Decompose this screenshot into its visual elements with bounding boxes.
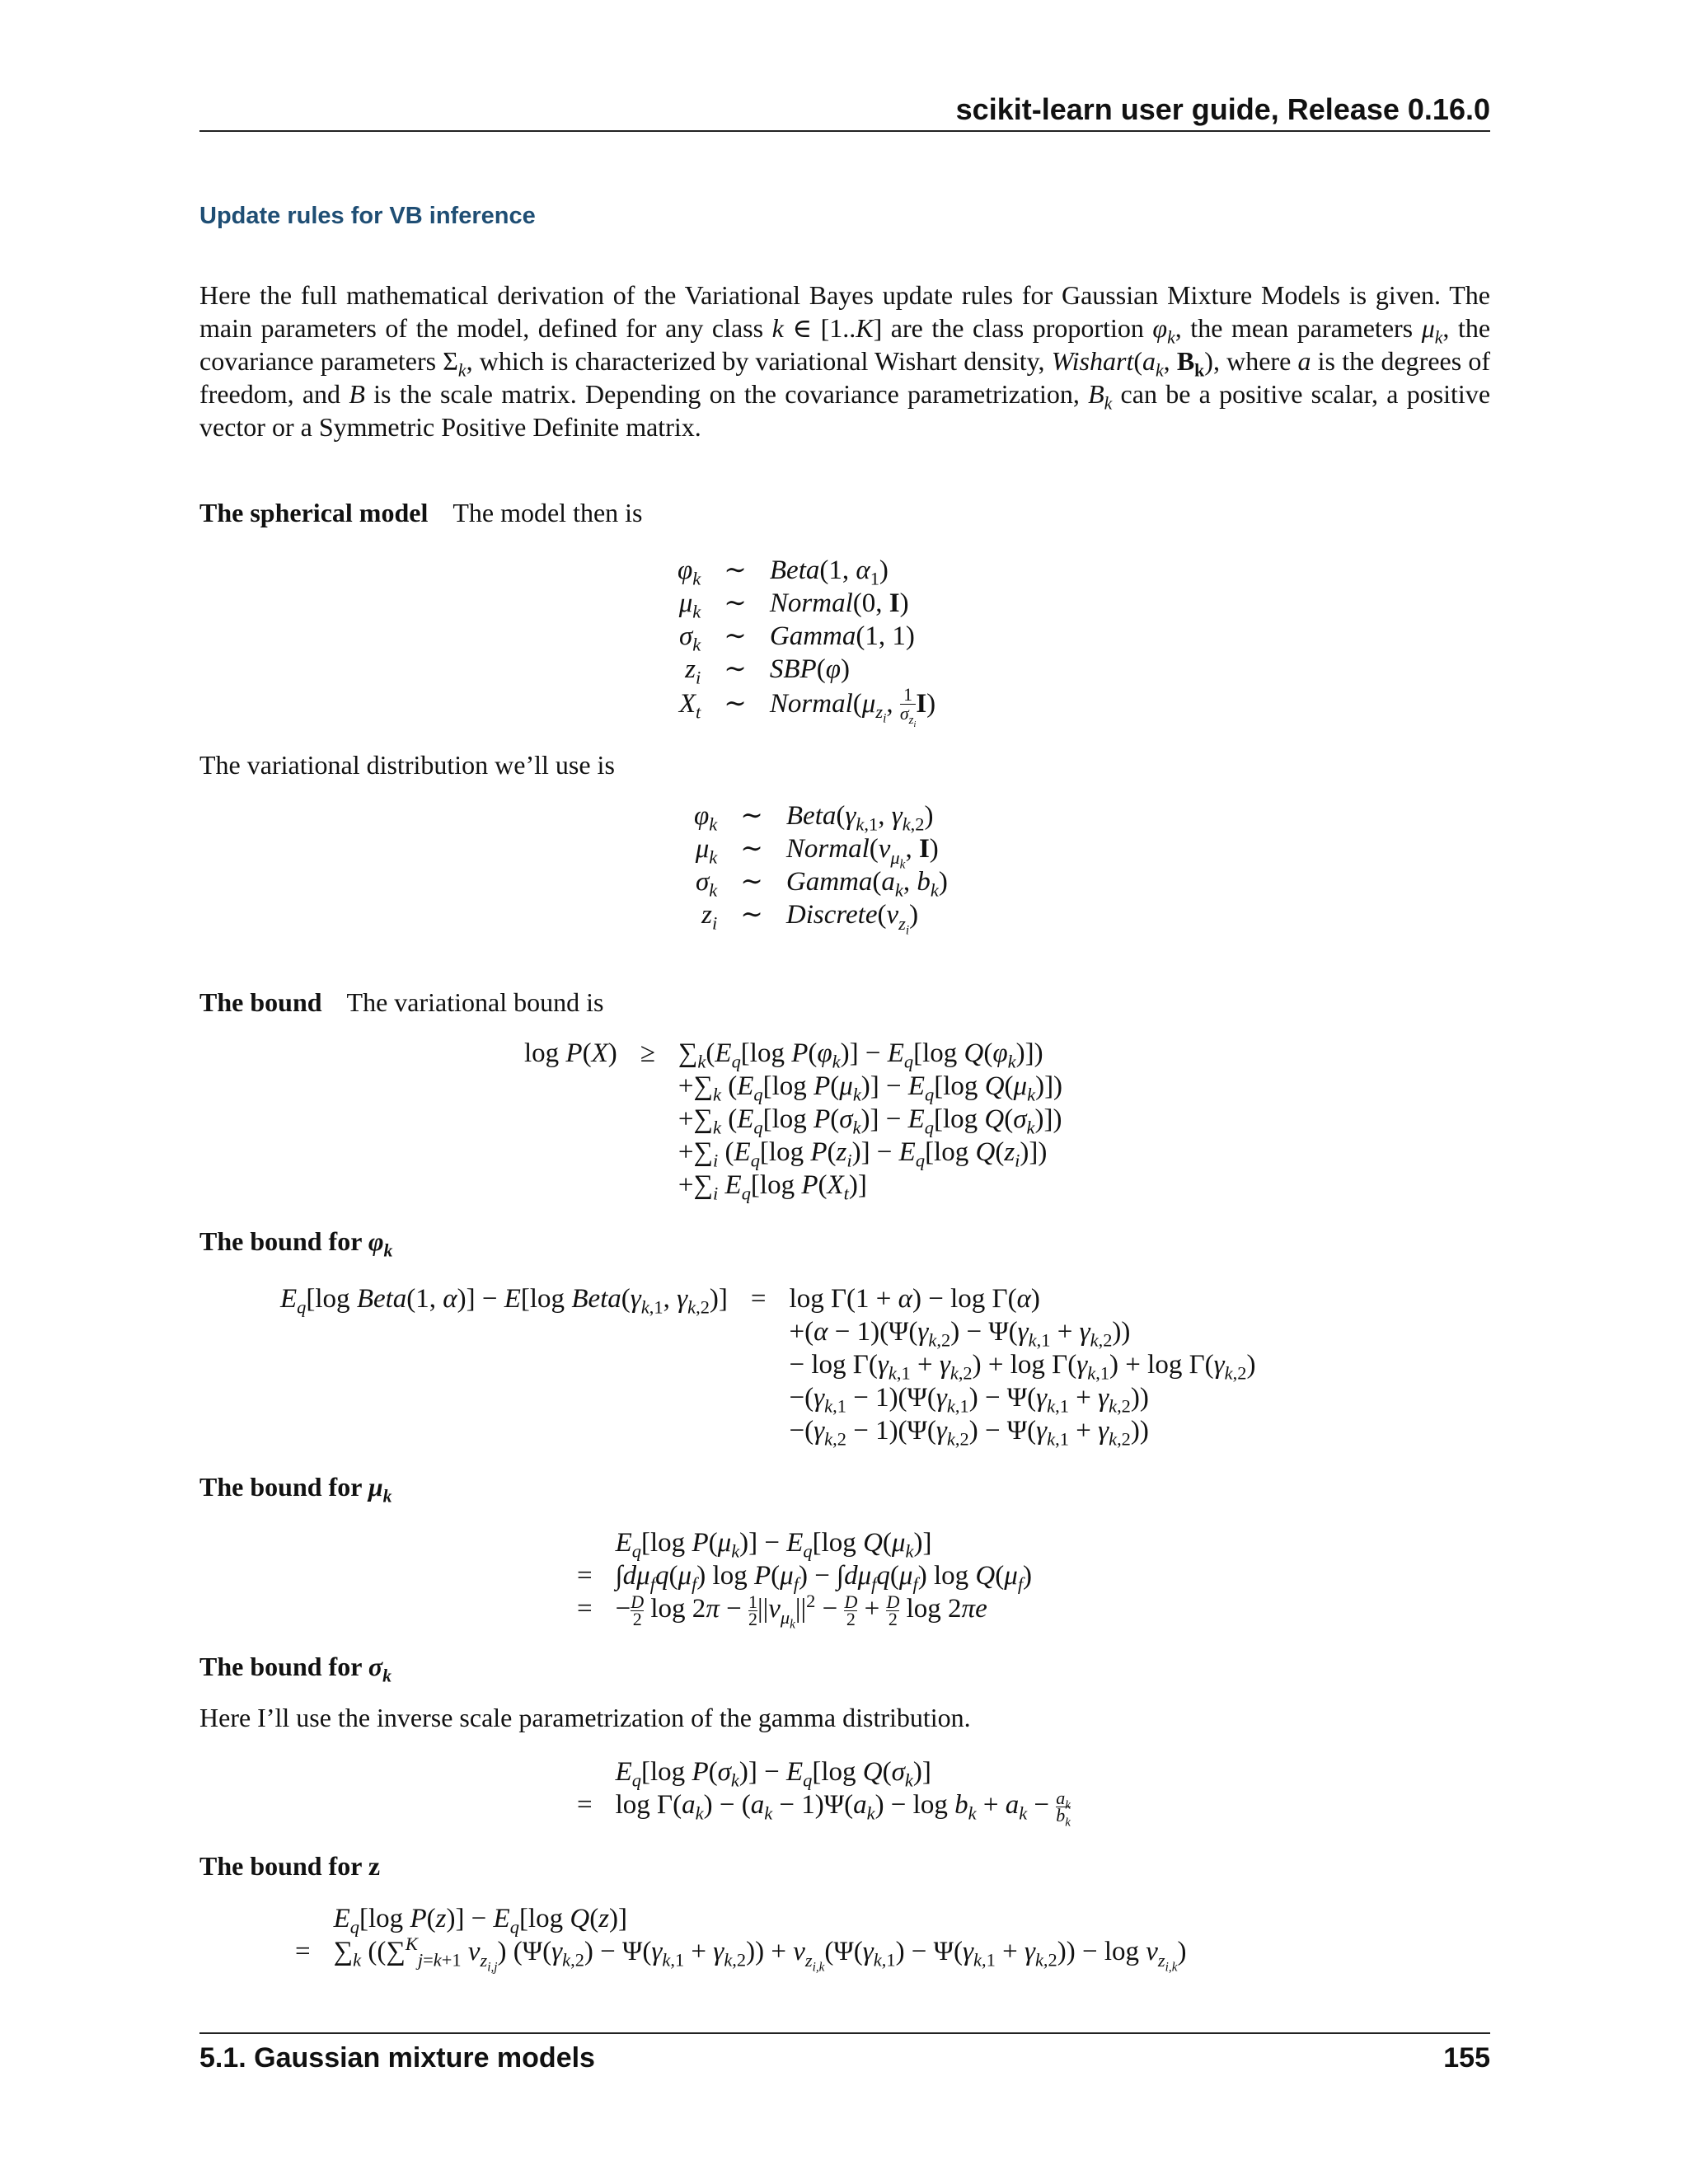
footer-rule	[199, 2032, 1490, 2034]
bound-heading	[199, 986, 603, 1019]
model-row-z: $z_i$ ∼ SBP(φ)	[685, 654, 850, 688]
bound-title: The bound	[199, 987, 322, 1017]
model-row-phi: $\varphi_k$ ∼ Beta(1, $\alpha_1$)	[678, 555, 889, 589]
bound-phi-equations: $E_q[\log$ Beta(1, α)] − E[log $Beta(\gamma_{k,1}$, $\gamma_{k,2}$)] = log Γ(1 + α) − log Γ(α) $+(\alpha - 1)(\Psi(\gamma_{k,2}) - \Psi(\gamma_{k,1} + \gamma_{k,2}))$ − $\log \Gamma(\gamma_{k,1} + \gamma_{k,2}) + \log \Gamma(\gamma_{k,1}) + \log \Gamma(\gamma_{k,2})$ $-(\gamma_{k,1} - 1)(\Psi(\gamma_{k,1}) - \Psi(\gamma_{k,1} + \gamma_{k,2}))$ $-(\gamma_{k,2} - 1)(\Psi(\gamma_{k,2}) - \Psi(\gamma_{k,1} + \gamma_{k,2}))$	[280, 1284, 1256, 1450]
bound-sigma-lead: Here I’ll use the inverse scale parametrization of the gamma distribution.	[199, 1703, 971, 1732]
bound-equations: log P(X) ≥ $\sum_k(E_q[\log$ $P(\varphi_k)] - E_q[\log$ $Q(\varphi_k)$]) $+\sum_k$ ($E_q[\log$ $P(\mu_k)] - E_q[\log$ $Q(\mu_k)$]) $+\sum_k$ ($E_q[\log$ $P(\sigma_k)] - E_q[\log$ $Q(\sigma_k)$]) $+\sum_i$ ($E_q[\log$ $P(z_i)] - E_q[\log$ $Q(z_i)$]) $+\sum_i$ $E_q[\log$ $P(X_t)$]	[524, 1038, 1063, 1204]
bound-sigma-heading: The bound for $\sigma_k$	[199, 1652, 392, 1686]
bound-lead: The variational bound is	[346, 987, 604, 1017]
variational-row-z: $z_i$ ∼ $Discrete(\nu_{z_i})$	[701, 900, 919, 938]
section-title: Update rules for VB inference	[199, 203, 536, 229]
intro-paragraph: Here the full mathematical derivation of the Variational Bayes update rules for Gaussian Mixture Models is given. The main parameters of the model, defined for any class k ∈ [1..K] are the class proportion $\varphi_k$, the mean parameters $\mu_k$, the covariance parameters $\Sigma_k$, which is characterized by variational Wishart density, $Wishart(a_k$, $B_k$), where a is the degrees of freedom, and B is the scale matrix. Depending on the covariance parametrization, $B_k$ can be a positive scalar, a positive vector or a Symmetric Positive Definite matrix.	[199, 280, 1491, 442]
model-row-sigma: $\sigma_k$ ∼ Gamma(1, 1)	[678, 621, 915, 655]
variational-equations	[694, 799, 948, 938]
variational-row-sigma: $\sigma_k$ ∼ $Gamma(a_k$, $b_k$)	[695, 867, 948, 901]
model-equations	[678, 554, 936, 730]
spherical-model-title: The spherical model	[199, 498, 429, 527]
running-header: scikit-learn user guide, Release 0.16.0	[955, 92, 1490, 126]
variational-row-mu: $\mu_k$ ∼ $Normal(\nu_{\mu_k}$, I)	[695, 834, 939, 872]
bound-mu-heading: The bound for $\mu_k$	[199, 1472, 392, 1507]
variational-lead: The variational distribution we’ll use is	[199, 750, 615, 780]
bound-z-heading: The bound for z	[199, 1851, 381, 1881]
bound-z-equations: $E_q[\log$ $P(z)] - E_q[\log$ Q(z)] = $\sum_k$ ((∑$^K_{j=k+1}$ $\nu_{z_{i,j}}$) $(\Psi(\gamma_{k,2}) - \Psi(\gamma_{k,1} + \gamma_{k,2})) + \nu_{z_{i,k}}(\Psi(\gamma_{k,1}) - \Psi(\gamma_{k,1} + \gamma_{k,2})) - \log \nu_{z_{i,k}}$)	[295, 1904, 1187, 1975]
model-row-x: $X_t$ ∼ $Normal(\mu_{z_i}$, 1 $\sigma_{z_i}$ I)	[678, 684, 936, 730]
bound-sigma-equations: $E_q[\log$ $P(\sigma_k)] - E_q[\log$ $Q(\sigma_k)$] = $\log \Gamma(a_k) - (a_k - 1)\Psi(a_k) - \log b_k + a_k$ − $\frac{a_k}{b_k}$	[577, 1757, 1071, 1830]
spherical-model-lead: The model then is	[452, 498, 643, 527]
model-row-mu: $\mu_k$ ∼ Normal(0, I)	[678, 588, 909, 622]
page-number: 155	[1443, 2042, 1490, 2074]
header-rule	[199, 130, 1490, 132]
spherical-model-heading	[199, 496, 643, 529]
bound-mu-equations: $E_q[\log$ $P(\mu_k)] - E_q[\log$ $Q(\mu_k)$] = $\int d\mu_fq(\mu_f)$ $\log P(\mu_f) - \int d\mu_fq(\mu_f)$ $\log Q(\mu_f)$ = − $\frac{D}{2}$ log 2π − $\frac{1}{2}$ $||\nu_{\mu_k}||^2$ − $\frac{D}{2}$ + $\frac{D}{2}$ log 2πe	[577, 1528, 1033, 1632]
footer-section: 5.1. Gaussian mixture models	[199, 2042, 595, 2074]
variational-row-phi: $\varphi_k$ ∼ $Beta(\gamma_{k,1}$, $\gamma_{k,2}$)	[694, 801, 934, 835]
bound-phi-heading: The bound for $\varphi_k$	[199, 1226, 393, 1261]
